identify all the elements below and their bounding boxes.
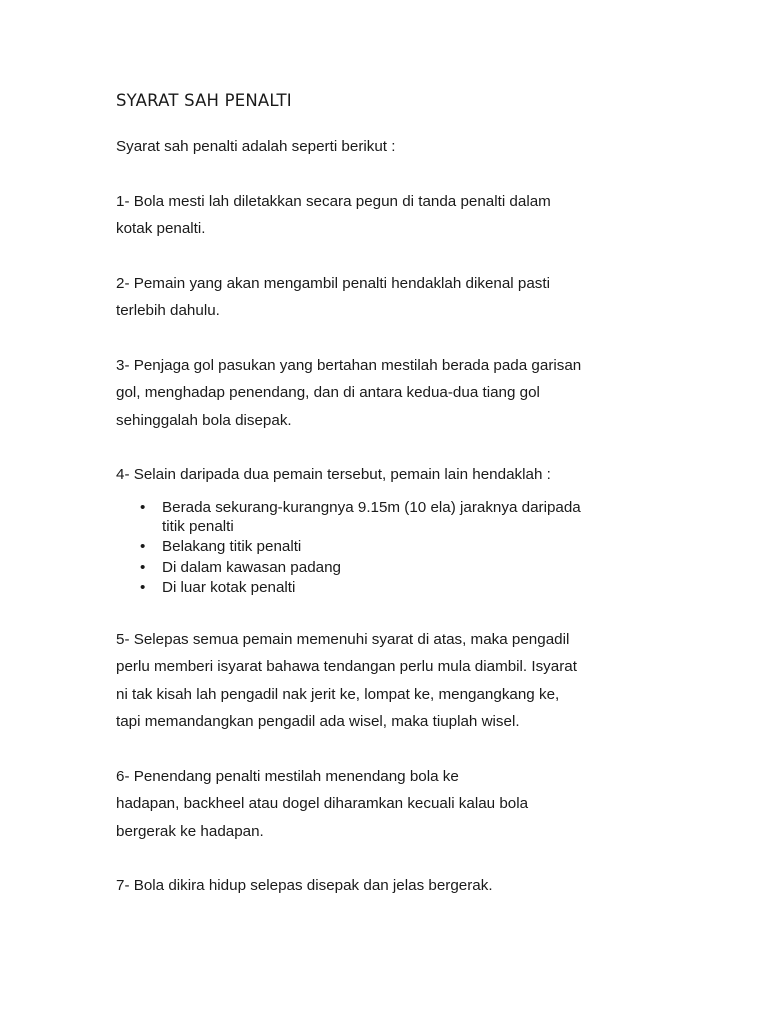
condition-line: hadapan, backheel atau dogel diharamkan kecuali kalau bola [116, 795, 529, 812]
bullet-text: titik penalti [162, 517, 234, 535]
condition-line: terlebih dahulu. [116, 302, 220, 319]
bullet-item [140, 558, 656, 577]
bullet-text: Di luar kotak penalti [162, 579, 296, 596]
bullet-text: Di dalam kawasan padang [162, 558, 341, 576]
condition-item [116, 763, 656, 846]
document-body [116, 90, 656, 900]
condition-line: bergerak ke hadapan. [116, 822, 264, 840]
condition-line: 3- Penjaga gol pasukan yang bertahan mestilah berada pada garisan [116, 356, 582, 374]
intro-text: Syarat sah penalti adalah seperti berikut : [116, 138, 396, 155]
bullet-list [116, 498, 656, 598]
condition-line: 1- Bola mesti lah diletakkan secara pegun di tanda penalti dalam [116, 192, 551, 210]
penalty-conditions-list [116, 188, 656, 900]
condition-line: ni tak kisah lah pengadil nak jerit ke, lompat ke, mengangkang ke, [116, 685, 560, 703]
condition-line: 6- Penendang penalti mestilah menendang bola ke [116, 767, 459, 785]
condition-item [116, 188, 656, 243]
condition-line: 5- Selepas semua pemain memenuhi syarat di atas, maka pengadil [116, 630, 570, 648]
condition-item [116, 270, 656, 325]
condition-line: kotak penalti. [116, 220, 206, 237]
condition-line: sehinggalah bola disepak. [116, 411, 292, 429]
condition-item [116, 626, 656, 736]
condition-line: 7- Bola dikira hidup selepas disepak dan jelas bergerak. [116, 877, 493, 894]
bullet-icon: • [140, 579, 146, 596]
bullet-icon: • [140, 558, 146, 576]
condition-item [116, 461, 656, 597]
condition-line: perlu memberi isyarat bahawa tendangan perlu mula diambil. Isyarat [116, 658, 577, 675]
bullet-item [140, 498, 656, 536]
bullet-item [140, 578, 656, 597]
paragraph-gap [116, 325, 656, 352]
condition-line: 4- Selain daripada dua pemain tersebut, pemain lain hendaklah : [116, 466, 551, 483]
condition-line: tapi memandangkan pengadil ada wisel, maka tiuplah wisel. [116, 713, 520, 730]
page-title: SYARAT SAH PENALTI [116, 91, 292, 110]
bullet-item [140, 537, 656, 556]
paragraph-gap [116, 599, 656, 626]
paragraph-gap [116, 736, 656, 763]
bullet-icon: • [140, 498, 146, 516]
bullet-icon: • [140, 538, 146, 555]
paragraph-gap [116, 434, 656, 461]
paragraph-gap [116, 845, 656, 872]
paragraph-gap [116, 243, 656, 270]
condition-item [116, 872, 656, 900]
bullet-text: Berada sekurang-kurangnya 9.15m (10 ela) jaraknya daripada [162, 498, 581, 516]
bullet-text: Belakang titik penalti [162, 538, 302, 555]
condition-line: gol, menghadap penendang, dan di antara kedua-dua tiang gol [116, 384, 540, 401]
condition-item [116, 352, 656, 435]
condition-line: 2- Pemain yang akan mengambil penalti hendaklah dikenal pasti [116, 274, 550, 292]
